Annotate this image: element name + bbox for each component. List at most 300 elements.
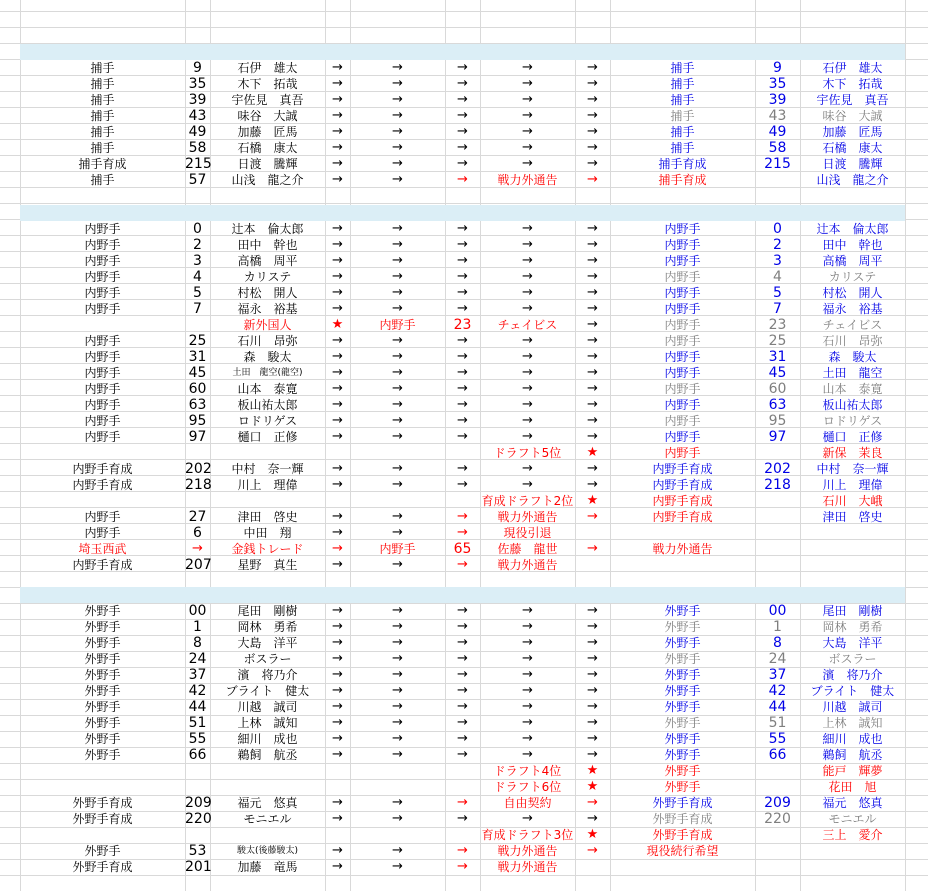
move-b-cell: 戦力外通告 bbox=[497, 860, 558, 874]
row-gridline bbox=[0, 203, 928, 204]
player-cell: 金銭トレード bbox=[231, 542, 304, 556]
mark-cell: → bbox=[587, 747, 598, 762]
player-cell: 川上 理偉 bbox=[237, 478, 298, 492]
move-b-cell: → bbox=[522, 731, 533, 746]
move-num-cell: → bbox=[457, 413, 468, 428]
position-cell: 捕手 bbox=[90, 173, 115, 187]
section-title-catcher bbox=[610, 44, 905, 60]
new-number-cell: 215 bbox=[764, 156, 791, 172]
arrow-a-cell: → bbox=[332, 397, 343, 412]
move-a-cell: → bbox=[392, 651, 403, 666]
mark-cell: → bbox=[587, 381, 598, 396]
new-player-cell: 森 駿太 bbox=[828, 350, 877, 364]
position-cell: 内野手 bbox=[84, 350, 121, 364]
roster-row bbox=[0, 349, 928, 365]
number-cell: 24 bbox=[188, 651, 207, 667]
mark-cell: → bbox=[587, 795, 598, 810]
player-cell: 福元 悠真 bbox=[237, 796, 298, 810]
player-cell: 加藤 竜馬 bbox=[237, 860, 298, 874]
number-cell: 43 bbox=[188, 108, 207, 124]
new-position-cell: 外野手 bbox=[664, 780, 701, 794]
move-b-cell: → bbox=[522, 747, 533, 762]
move-num-cell: → bbox=[457, 619, 468, 634]
new-player-cell: 福元 悠真 bbox=[822, 796, 883, 810]
move-num-cell: → bbox=[457, 301, 468, 316]
move-num-cell: → bbox=[457, 635, 468, 650]
move-a-cell: 内野手 bbox=[379, 318, 416, 332]
move-b-cell: 戦力外通告 bbox=[497, 844, 558, 858]
position-cell: 内野手 bbox=[84, 414, 121, 428]
move-num-cell: → bbox=[457, 461, 468, 476]
move-a-cell: → bbox=[392, 699, 403, 714]
arrow-a-cell: → bbox=[332, 509, 343, 524]
new-position-cell: 内野手 bbox=[664, 222, 701, 236]
player-cell: 大島 洋平 bbox=[237, 636, 298, 650]
number-cell: 25 bbox=[188, 333, 207, 349]
new-position-cell: 捕手 bbox=[670, 109, 695, 123]
roster-row bbox=[0, 493, 928, 509]
move-a-cell: → bbox=[392, 731, 403, 746]
roster-row bbox=[0, 683, 928, 699]
arrow-a-cell: → bbox=[332, 124, 343, 139]
move-num-cell: → bbox=[457, 525, 468, 540]
new-position-cell: 捕手 bbox=[670, 125, 695, 139]
move-b-cell: → bbox=[522, 108, 533, 123]
move-b-cell: → bbox=[522, 635, 533, 650]
roster-row bbox=[0, 619, 928, 635]
move-b-cell: → bbox=[522, 349, 533, 364]
move-num-cell: → bbox=[457, 269, 468, 284]
new-position-cell: 現役続行希望 bbox=[646, 844, 719, 858]
move-b-cell: 戦力外通告 bbox=[497, 558, 558, 572]
move-num-cell: → bbox=[457, 253, 468, 268]
arrow-a-cell: → bbox=[332, 381, 343, 396]
number-cell: 53 bbox=[188, 843, 207, 859]
roster-row bbox=[0, 477, 928, 493]
player-cell: 辻本 倫太郎 bbox=[231, 222, 304, 236]
new-position-cell: 内野手 bbox=[664, 350, 701, 364]
number-cell: 49 bbox=[188, 124, 207, 140]
player-cell: カリステ bbox=[243, 270, 292, 284]
new-player-cell: 石川 大峨 bbox=[822, 494, 883, 508]
player-cell: 宇佐見 真吾 bbox=[231, 93, 304, 107]
new-number-cell: 24 bbox=[768, 651, 787, 667]
player-cell: 星野 真生 bbox=[237, 558, 298, 572]
position-cell: 内野手 bbox=[84, 270, 121, 284]
mark-cell: → bbox=[587, 237, 598, 252]
position-cell: 外野手育成 bbox=[72, 812, 133, 826]
roster-row bbox=[0, 715, 928, 731]
section-title-infield bbox=[610, 205, 905, 221]
new-player-cell: 尾田 剛樹 bbox=[822, 604, 883, 618]
new-number-cell: 44 bbox=[768, 699, 787, 715]
new-position-cell: 内野手育成 bbox=[652, 478, 713, 492]
roster-row bbox=[0, 859, 928, 875]
new-number-cell: 37 bbox=[768, 667, 787, 683]
move-a-cell: → bbox=[392, 140, 403, 155]
move-a-cell: → bbox=[392, 156, 403, 171]
section-title-catcher bbox=[20, 44, 295, 60]
new-number-cell: 25 bbox=[768, 333, 787, 349]
position-cell: 外野手育成 bbox=[72, 860, 133, 874]
move-b-cell: 戦力外通告 bbox=[497, 173, 558, 187]
move-num-cell: → bbox=[457, 509, 468, 524]
arrow-a-cell: → bbox=[332, 172, 343, 187]
roster-row bbox=[0, 779, 928, 795]
move-b-cell: → bbox=[522, 365, 533, 380]
arrow-a-cell: → bbox=[332, 731, 343, 746]
new-number-cell: 95 bbox=[768, 413, 787, 429]
position-cell: 外野手 bbox=[84, 668, 121, 682]
number-cell: 00 bbox=[188, 603, 207, 619]
player-cell: 濱 将乃介 bbox=[237, 668, 298, 682]
new-number-cell: 63 bbox=[768, 397, 787, 413]
number-cell: 57 bbox=[188, 172, 207, 188]
new-player-cell: 田中 幹也 bbox=[822, 238, 883, 252]
roster-row bbox=[0, 763, 928, 779]
move-b-cell: → bbox=[522, 715, 533, 730]
mark-cell: → bbox=[587, 285, 598, 300]
number-cell: 201 bbox=[185, 859, 212, 875]
arrow-a-cell: → bbox=[332, 301, 343, 316]
arrow-a-cell: → bbox=[332, 715, 343, 730]
mark-cell: ★ bbox=[586, 827, 599, 842]
move-b-cell: → bbox=[522, 124, 533, 139]
new-player-cell: 上林 誠知 bbox=[822, 716, 883, 730]
move-b-cell: 育成ドラフト3位 bbox=[481, 828, 574, 842]
player-cell: 尾田 剛樹 bbox=[237, 604, 298, 618]
move-num-cell: 23 bbox=[453, 317, 472, 333]
position-cell: 内野手 bbox=[84, 526, 121, 540]
move-a-cell: → bbox=[392, 557, 403, 572]
move-a-cell: → bbox=[392, 285, 403, 300]
move-a-cell: 内野手 bbox=[379, 542, 416, 556]
move-num-cell: → bbox=[457, 397, 468, 412]
new-player-cell: 福永 裕基 bbox=[822, 302, 883, 316]
arrow-a-cell: → bbox=[332, 285, 343, 300]
roster-row bbox=[0, 635, 928, 651]
move-num-cell: → bbox=[457, 715, 468, 730]
arrow-a-cell: → bbox=[332, 60, 343, 75]
new-number-cell: 66 bbox=[768, 747, 787, 763]
new-player-cell: 村松 開人 bbox=[822, 286, 883, 300]
number-cell: 97 bbox=[188, 429, 207, 445]
move-b-cell: → bbox=[522, 285, 533, 300]
move-a-cell: → bbox=[392, 413, 403, 428]
mark-cell: → bbox=[587, 715, 598, 730]
move-a-cell: → bbox=[392, 237, 403, 252]
number-cell: 66 bbox=[188, 747, 207, 763]
section-title-outfield bbox=[350, 587, 575, 603]
move-a-cell: → bbox=[392, 108, 403, 123]
move-a-cell: → bbox=[392, 603, 403, 618]
mark-cell: ★ bbox=[586, 493, 599, 508]
player-cell: 福永 裕基 bbox=[237, 302, 298, 316]
roster-row bbox=[0, 253, 928, 269]
arrow-a-cell: → bbox=[332, 635, 343, 650]
player-cell: 山本 泰寛 bbox=[237, 382, 298, 396]
mark-cell: → bbox=[587, 253, 598, 268]
section-title-infield bbox=[350, 205, 575, 221]
arrow-a-cell: → bbox=[332, 683, 343, 698]
roster-row bbox=[0, 667, 928, 683]
mark-cell: ★ bbox=[586, 763, 599, 778]
new-player-cell: ロドリゲス bbox=[822, 414, 883, 428]
number-cell: 9 bbox=[193, 60, 202, 76]
number-cell: 6 bbox=[193, 525, 202, 541]
move-num-cell: → bbox=[457, 683, 468, 698]
number-cell: 31 bbox=[188, 349, 207, 365]
move-a-cell: → bbox=[392, 619, 403, 634]
move-b-cell: 自由契約 bbox=[503, 796, 552, 810]
new-position-cell: 内野手 bbox=[664, 414, 701, 428]
arrow-a-cell: → bbox=[332, 461, 343, 476]
roster-row bbox=[0, 221, 928, 237]
player-cell: 田中 幹也 bbox=[237, 238, 298, 252]
player-cell: ロドリゲス bbox=[237, 414, 298, 428]
position-cell: 内野手育成 bbox=[72, 558, 133, 572]
section-title-catcher bbox=[350, 44, 575, 60]
roster-row bbox=[0, 429, 928, 445]
arrow-a-cell: → bbox=[332, 349, 343, 364]
player-cell: 加藤 匠馬 bbox=[237, 125, 298, 139]
new-player-cell: 三上 愛介 bbox=[822, 828, 883, 842]
new-player-cell: 加藤 匠馬 bbox=[822, 125, 883, 139]
position-cell: 捕手 bbox=[90, 109, 115, 123]
new-position-cell: 捕手 bbox=[670, 141, 695, 155]
move-num-cell: → bbox=[457, 731, 468, 746]
move-num-cell: → bbox=[457, 477, 468, 492]
new-position-cell: 外野手 bbox=[664, 716, 701, 730]
move-b-cell: 育成ドラフト2位 bbox=[481, 494, 574, 508]
position-cell: 内野手 bbox=[84, 286, 121, 300]
number-cell: 7 bbox=[193, 301, 202, 317]
header-movement bbox=[345, 11, 580, 27]
new-number-cell: 2 bbox=[773, 237, 782, 253]
new-number-cell: 35 bbox=[768, 76, 787, 92]
position-cell: 捕手 bbox=[90, 61, 115, 75]
new-position-cell: 戦力外通告 bbox=[652, 542, 713, 556]
arrow-a-cell: → bbox=[332, 811, 343, 826]
player-cell: 村松 開人 bbox=[237, 286, 298, 300]
move-b-cell: ドラフト5位 bbox=[493, 446, 562, 460]
mark-cell: → bbox=[587, 413, 598, 428]
position-cell: 内野手 bbox=[84, 302, 121, 316]
position-cell: 捕手 bbox=[90, 125, 115, 139]
player-cell: 岡林 勇希 bbox=[237, 620, 298, 634]
move-b-cell: → bbox=[522, 237, 533, 252]
roster-row bbox=[0, 365, 928, 381]
mark-cell: → bbox=[587, 76, 598, 91]
player-cell: 駿太(後藤駿太) bbox=[236, 846, 299, 856]
move-a-cell: → bbox=[392, 525, 403, 540]
new-position-cell: 内野手 bbox=[664, 446, 701, 460]
new-player-cell: 石橋 康太 bbox=[822, 141, 883, 155]
mark-cell: → bbox=[587, 365, 598, 380]
new-number-cell: 202 bbox=[764, 461, 791, 477]
new-player-cell: 大島 洋平 bbox=[822, 636, 883, 650]
number-cell: 95 bbox=[188, 413, 207, 429]
mark-cell: → bbox=[587, 317, 598, 332]
new-player-cell: 細川 成也 bbox=[822, 732, 883, 746]
roster-row bbox=[0, 445, 928, 461]
new-number-cell: 55 bbox=[768, 731, 787, 747]
player-cell: 鵜飼 航丞 bbox=[237, 748, 298, 762]
move-b-cell: → bbox=[522, 413, 533, 428]
player-cell: 山浅 龍之介 bbox=[231, 173, 304, 187]
move-num-cell: → bbox=[457, 811, 468, 826]
roster-row bbox=[0, 333, 928, 349]
number-cell: 4 bbox=[193, 269, 202, 285]
roster-row bbox=[0, 237, 928, 253]
new-position-cell: 外野手 bbox=[664, 748, 701, 762]
roster-row bbox=[0, 60, 928, 76]
move-a-cell: → bbox=[392, 172, 403, 187]
move-b-cell: → bbox=[522, 76, 533, 91]
new-position-cell: 外野手 bbox=[664, 620, 701, 634]
player-cell: 高橋 周平 bbox=[237, 254, 298, 268]
new-position-cell: 内野手 bbox=[664, 270, 701, 284]
mark-cell: → bbox=[587, 92, 598, 107]
move-a-cell: → bbox=[392, 795, 403, 810]
new-number-cell: 5 bbox=[773, 285, 782, 301]
arrow-a-cell: → bbox=[332, 667, 343, 682]
section-title-outfield bbox=[20, 587, 295, 603]
mark-cell: → bbox=[587, 843, 598, 858]
mark-cell: → bbox=[587, 509, 598, 524]
move-b-cell: → bbox=[522, 140, 533, 155]
new-player-cell: 木下 拓哉 bbox=[822, 77, 883, 91]
roster-row bbox=[0, 124, 928, 140]
move-a-cell: → bbox=[392, 381, 403, 396]
player-cell: 津田 啓史 bbox=[237, 510, 298, 524]
position-cell: 埼玉西武 bbox=[78, 542, 127, 556]
new-player-cell: モニエル bbox=[828, 812, 877, 826]
new-player-cell: ブライト 健太 bbox=[810, 684, 895, 698]
arrow-a-cell: → bbox=[332, 843, 343, 858]
row-gridline bbox=[0, 875, 928, 876]
new-position-cell: 内野手 bbox=[664, 318, 701, 332]
player-cell: 細川 成也 bbox=[237, 732, 298, 746]
new-position-cell: 外野手 bbox=[664, 668, 701, 682]
new-position-cell: 内野手 bbox=[664, 334, 701, 348]
number-cell: 63 bbox=[188, 397, 207, 413]
new-position-cell: 内野手 bbox=[664, 430, 701, 444]
roster-row bbox=[0, 747, 928, 763]
new-player-cell: 日渡 騰輝 bbox=[822, 157, 883, 171]
move-num-cell: → bbox=[457, 365, 468, 380]
roster-row bbox=[0, 461, 928, 477]
new-number-cell: 220 bbox=[764, 811, 791, 827]
player-cell: ボスラー bbox=[243, 652, 292, 666]
move-a-cell: → bbox=[392, 477, 403, 492]
roster-row bbox=[0, 509, 928, 525]
position-cell: 外野手 bbox=[84, 684, 121, 698]
move-a-cell: → bbox=[392, 429, 403, 444]
move-b-cell: → bbox=[522, 397, 533, 412]
arrow-a-cell: → bbox=[332, 140, 343, 155]
mark-cell: → bbox=[587, 221, 598, 236]
new-number-cell: 4 bbox=[773, 269, 782, 285]
move-num-cell: → bbox=[457, 699, 468, 714]
new-position-cell: 外野手育成 bbox=[652, 796, 713, 810]
mark-cell: → bbox=[587, 60, 598, 75]
new-position-cell: 捕手育成 bbox=[658, 173, 707, 187]
arrow-a-cell: → bbox=[332, 541, 343, 556]
mark-cell: ★ bbox=[586, 445, 599, 460]
new-player-cell: 山本 泰寛 bbox=[822, 382, 883, 396]
mark-cell: → bbox=[587, 333, 598, 348]
move-a-cell: → bbox=[392, 747, 403, 762]
move-a-cell: → bbox=[392, 269, 403, 284]
position-cell: 内野手 bbox=[84, 398, 121, 412]
new-position-cell: 外野手 bbox=[664, 700, 701, 714]
mark-cell: → bbox=[587, 619, 598, 634]
section-title-outfield bbox=[610, 587, 905, 603]
move-b-cell: → bbox=[522, 381, 533, 396]
new-number-cell: 60 bbox=[768, 381, 787, 397]
move-b-cell: → bbox=[522, 221, 533, 236]
new-number-cell: 8 bbox=[773, 635, 782, 651]
new-player-cell: 土田 龍空 bbox=[822, 366, 883, 380]
position-cell: 内野手 bbox=[84, 222, 121, 236]
new-player-cell: 山浅 龍之介 bbox=[816, 173, 889, 187]
mark-cell: → bbox=[587, 269, 598, 284]
position-cell: 外野手 bbox=[84, 716, 121, 730]
new-number-cell: 31 bbox=[768, 349, 787, 365]
arrow-a-cell: → bbox=[332, 557, 343, 572]
move-a-cell: → bbox=[392, 92, 403, 107]
roster-row bbox=[0, 285, 928, 301]
move-b-cell: → bbox=[522, 60, 533, 75]
number-cell: 8 bbox=[193, 635, 202, 651]
mark-cell: → bbox=[587, 397, 598, 412]
mark-cell: → bbox=[587, 811, 598, 826]
move-num-cell: → bbox=[457, 108, 468, 123]
new-position-cell: 内野手 bbox=[664, 302, 701, 316]
move-b-cell: ドラフト4位 bbox=[493, 764, 562, 778]
new-position-cell: 内野手 bbox=[664, 366, 701, 380]
new-number-cell: 9 bbox=[773, 60, 782, 76]
header-opening bbox=[30, 11, 230, 27]
arrow-a-cell: → bbox=[332, 795, 343, 810]
move-num-cell: → bbox=[457, 557, 468, 572]
move-a-cell: → bbox=[392, 667, 403, 682]
new-number-cell: 7 bbox=[773, 301, 782, 317]
new-position-cell: 捕手育成 bbox=[658, 157, 707, 171]
number-cell: 207 bbox=[185, 557, 212, 573]
new-number-cell: 1 bbox=[773, 619, 782, 635]
new-number-cell: 39 bbox=[768, 92, 787, 108]
move-b-cell: → bbox=[522, 269, 533, 284]
arrow-a-cell: → bbox=[332, 108, 343, 123]
mark-cell: → bbox=[587, 349, 598, 364]
mark-cell: → bbox=[587, 667, 598, 682]
move-num-cell: → bbox=[457, 221, 468, 236]
move-num-cell: → bbox=[457, 667, 468, 682]
move-a-cell: → bbox=[392, 365, 403, 380]
player-cell: 中田 翔 bbox=[243, 526, 292, 540]
mark-cell: → bbox=[587, 699, 598, 714]
position-cell: 外野手 bbox=[84, 604, 121, 618]
arrow-a-cell: → bbox=[332, 156, 343, 171]
move-num-cell: → bbox=[457, 285, 468, 300]
new-number-cell: 00 bbox=[768, 603, 787, 619]
player-cell: 土田 龍空(龍空) bbox=[232, 368, 303, 378]
move-a-cell: → bbox=[392, 76, 403, 91]
move-a-cell: → bbox=[392, 843, 403, 858]
arrow-a-cell: → bbox=[332, 603, 343, 618]
